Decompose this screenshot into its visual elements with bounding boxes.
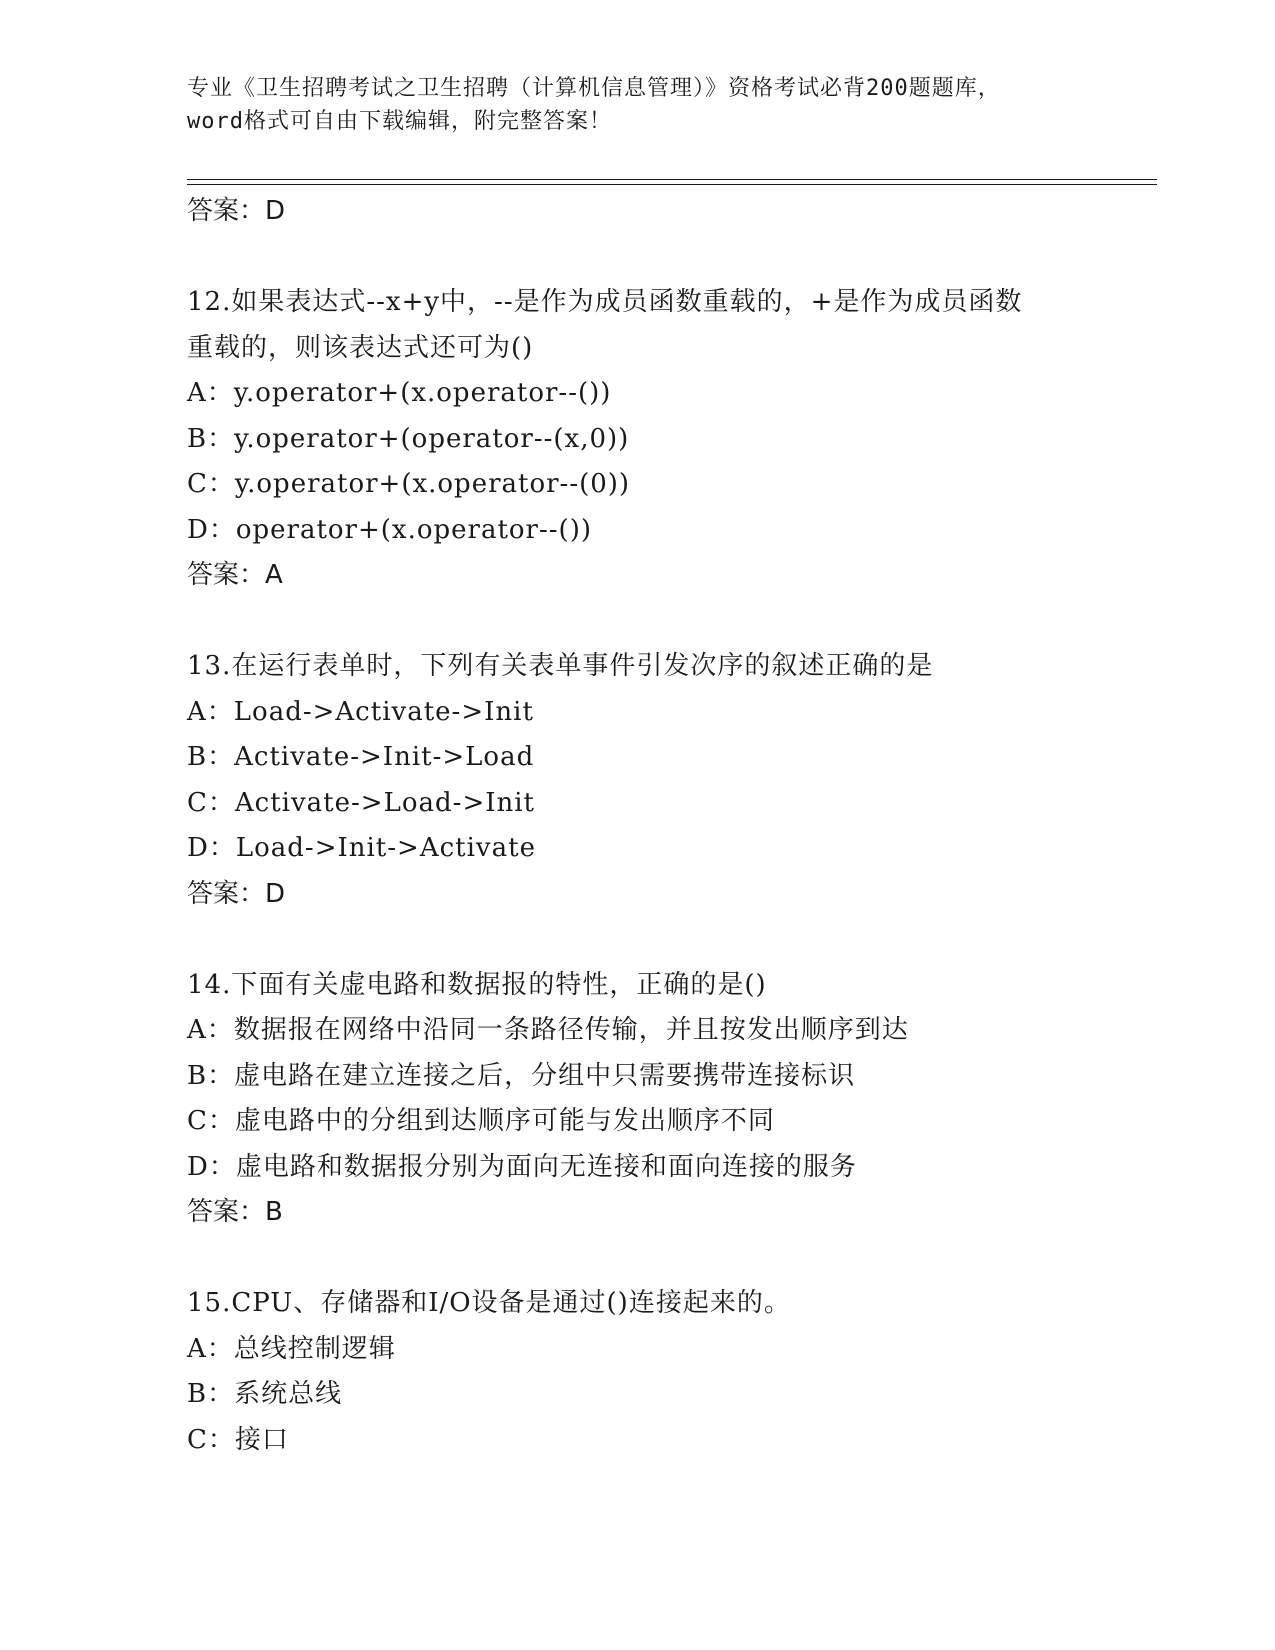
document-header (187, 72, 1087, 138)
question-block (187, 644, 1147, 917)
answer-line: 答案：D (187, 878, 286, 909)
option-b: B：虚电路在建立连接之后，分组中只需要携带连接标识 (187, 1060, 856, 1091)
option-c: C：接口 (187, 1424, 289, 1455)
option-a: A：Load->Activate->Init (187, 696, 534, 727)
answer-line: 答案：B (187, 1197, 283, 1227)
question-stem: 14.下面有关虚电路和数据报的特性，正确的是() (187, 969, 767, 1000)
question-stem: 12.如果表达式--x+y中，--是作为成员函数重载的，+是作为成员函数 (187, 287, 1023, 317)
option-d: D：Load->Init->Activate (187, 833, 536, 863)
option-b: B：Activate->Init->Load (187, 742, 535, 772)
option-b: B：系统总线 (187, 1379, 343, 1409)
question-list (187, 189, 1147, 1463)
question-block (187, 1281, 1147, 1463)
option-c: C：虚电路中的分组到达顺序可能与发出顺序不同 (187, 1106, 775, 1136)
option-b: B：y.operator+(operator--(x,0)) (187, 423, 630, 454)
option-c: C：Activate->Load->Init (187, 787, 536, 818)
option-a: A：数据报在网络中沿同一条路径传输，并且按发出顺序到达 (187, 1015, 909, 1045)
header-rule-bottom (187, 184, 1157, 185)
header-line-1: 专业《卫生招聘考试之卫生招聘（计算机信息管理）》资格考试必背200题题库， (187, 76, 1001, 101)
question-block (187, 280, 1147, 599)
option-a: A：y.operator+(x.operator--()) (187, 378, 612, 408)
header-rule-top (187, 179, 1157, 180)
answer-line: 答案：A (187, 560, 283, 590)
option-d: D：虚电路和数据报分别为面向无连接和面向连接的服务 (187, 1151, 857, 1182)
header-line-2: word格式可自由下载编辑，附完整答案！ (187, 109, 612, 134)
question-stem: 15.CPU、存储器和I/O设备是通过()连接起来的。 (187, 1288, 791, 1318)
question-stem: 重载的，则该表达式还可为() (187, 332, 534, 363)
answer-line: 答案：D (187, 196, 286, 226)
option-a: A：总线控制逻辑 (187, 1333, 396, 1364)
question-stem: 13.在运行表单时，下列有关表单事件引发次序的叙述正确的是 (187, 651, 934, 681)
question-block (187, 963, 1147, 1236)
option-c: C：y.operator+(x.operator--(0)) (187, 469, 631, 499)
option-d: D：operator+(x.operator--()) (187, 514, 592, 545)
